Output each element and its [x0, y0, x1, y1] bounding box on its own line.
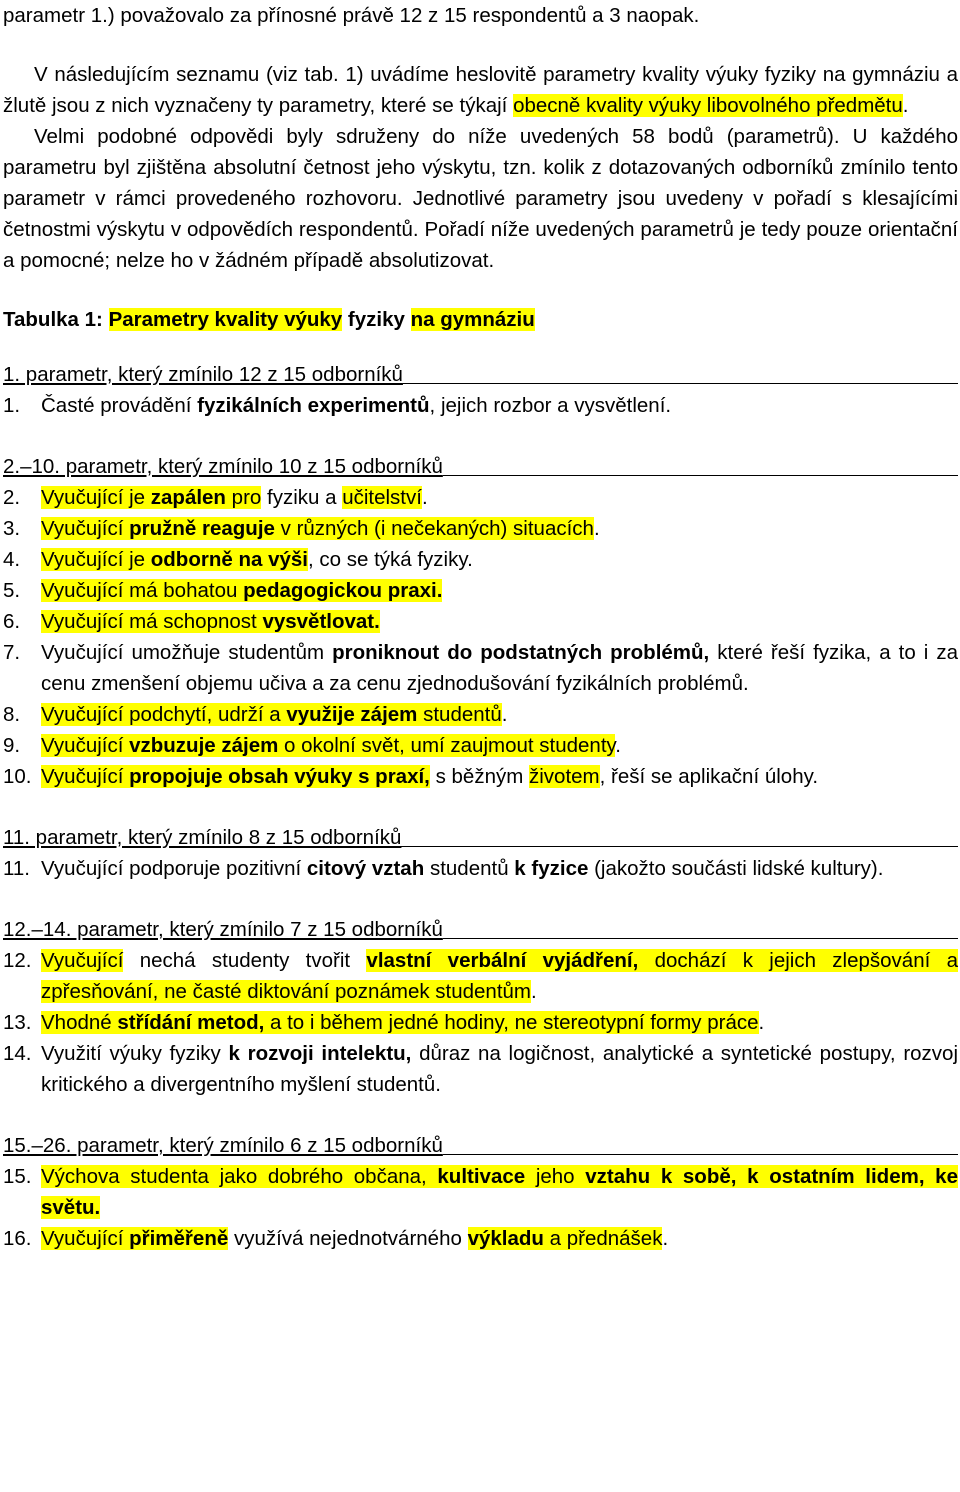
item-number: 3.: [3, 517, 21, 540]
highlighted-text: Vyučující: [41, 734, 130, 757]
highlighted-text: propojuje obsah výuky s praxí,: [129, 765, 430, 788]
item-text: [41, 761, 958, 792]
item-text: [41, 606, 958, 637]
item-number: 12.: [3, 949, 32, 972]
text-run: studentů: [424, 857, 515, 880]
item-text: [41, 1161, 958, 1223]
highlighted-text: zapálen: [150, 486, 226, 509]
item-text: [41, 945, 958, 1007]
highlighted-text: a přednášek: [543, 1227, 663, 1250]
list-item: [3, 513, 958, 544]
text-run: V následujícím seznamu (viz tab. 1) uvádíme heslovitě parametry kvality výuky fyziky na gymnáziu a žlutě jsou z nich vyznačeny ty parametry, které se týkají: [3, 63, 958, 117]
item-text: [41, 390, 958, 421]
text-run: proniknout do podstatných problémů,: [332, 641, 710, 664]
text-run: k fyzice: [514, 857, 589, 880]
item-number: 16.: [3, 1227, 32, 1250]
list-item: [3, 730, 958, 761]
highlighted-text: kultivace: [437, 1165, 526, 1188]
highlighted-text: pro: [225, 486, 262, 509]
group-header: [3, 359, 958, 390]
text-run: (jakožto součásti lidské kultury).: [588, 857, 884, 880]
list-item: [3, 1007, 958, 1038]
item-text: [41, 730, 958, 761]
caption-label: Tabulka 1:: [3, 308, 109, 331]
text-run: .: [593, 517, 600, 540]
header-underline-rule: [401, 846, 958, 847]
highlighted-text: Vyučující je: [41, 486, 151, 509]
list-item: [3, 544, 958, 575]
parameter-list: [3, 359, 958, 1254]
highlighted-text: přiměřeně: [129, 1227, 229, 1250]
list-item: [3, 945, 958, 1007]
text-run: Vyučující umožňuje studentům: [41, 641, 333, 664]
text-run: Využití výuky fyziky: [41, 1042, 229, 1065]
caption-highlight: na gymnáziu: [410, 308, 535, 331]
text-run: Časté provádění: [41, 394, 198, 417]
list-item: [3, 761, 958, 792]
item-text: [41, 575, 958, 606]
group-header-text: 1. parametr, který zmínilo 12 z 15 odborníků: [3, 363, 403, 386]
text-run: nechá studenty tvořit: [123, 949, 367, 972]
item-number: 4.: [3, 548, 21, 571]
text-run: .: [421, 486, 428, 509]
list-item: [3, 853, 958, 884]
group-header-text: 2.–10. parametr, který zmínilo 10 z 15 odborníků: [3, 455, 443, 478]
text-run: , jejich rozbor a vysvětlení.: [429, 394, 672, 417]
highlighted-text: o okolní svět, umí zaujmout studenty: [278, 734, 616, 757]
highlighted-text: Vyučující: [41, 517, 130, 540]
parameter-group: [3, 822, 958, 884]
highlighted-text: a to i během jedné hodiny, ne stereotypní formy práce: [264, 1011, 759, 1034]
group-header: [3, 1130, 958, 1161]
item-number: 14.: [3, 1042, 32, 1065]
highlighted-text: dochází k jejich zlepšování a zpřesňování, ne časté diktování poznámek studentům: [41, 949, 959, 1003]
highlighted-text: Vyučující má bohatou: [41, 579, 244, 602]
parameter-group: [3, 451, 958, 792]
highlighted-text: vztahu k sobě, k ostatním lidem, ke světu.: [41, 1165, 958, 1219]
item-text: [41, 637, 958, 699]
text-line: parametr 1.) považovalo za přínosné právě 12 z 15 respondentů a 3 naopak.: [3, 4, 700, 27]
highlighted-text: pedagogickou praxi.: [243, 579, 443, 602]
list-item: [3, 637, 958, 699]
list-item: [3, 482, 958, 513]
item-number: 8.: [3, 703, 21, 726]
text-run: citový vztah: [306, 857, 425, 880]
text-run: které řeší fyzika, a to i za cenu zmenšení objemu učiva a za cenu zjednodušování fyzikálních problémů.: [41, 641, 959, 695]
text-run: .: [531, 980, 537, 1003]
highlighted-text: odborně na výši: [150, 548, 308, 571]
item-text: [41, 1223, 958, 1254]
item-number: 1.: [3, 394, 21, 417]
item-number: 7.: [3, 641, 21, 664]
group-header: [3, 451, 958, 482]
highlighted-text: výkladu: [467, 1227, 544, 1250]
highlighted-text: Vhodné: [41, 1011, 118, 1034]
list-item: [3, 390, 958, 421]
highlighted-text: obecně kvality výuky libovolného předmětu: [513, 94, 903, 117]
text-run: fyzikálních experimentů: [197, 394, 430, 417]
text-run: , řeší se aplikační úlohy.: [599, 765, 819, 788]
list-item: [3, 699, 958, 730]
item-number: 13.: [3, 1011, 32, 1034]
item-number: 9.: [3, 734, 21, 757]
list-item: [3, 1161, 958, 1223]
highlighted-text: jeho: [525, 1165, 586, 1188]
highlighted-text: učitelství: [342, 486, 422, 509]
text-run: fyziku a: [261, 486, 343, 509]
paragraph-intro: [3, 59, 958, 121]
group-header-text: 11. parametr, který zmínilo 8 z 15 odborníků: [3, 826, 402, 849]
item-text: [41, 1038, 958, 1100]
text-run: , co se týká fyziky.: [307, 548, 473, 571]
highlighted-text: vysvětlovat.: [262, 610, 380, 633]
parameter-group: [3, 914, 958, 1100]
text-run: důraz na logičnost, analytické a syntetické postupy, rozvoj kritického a divergentního myšlení studentů.: [41, 1042, 959, 1096]
item-text: [41, 513, 958, 544]
header-underline-rule: [443, 475, 958, 476]
list-item: [3, 1038, 958, 1100]
paragraph-method: Velmi podobné odpovědi byly sdruženy do níže uvedených 58 bodů (parametrů). U každého parametru byl zjištěna absolutní četnost jeho výskytu, tzn. kolik z dotazovaných odborníků zmínilo tento parametr v rámci provedeného rozhovoru. Jednotlivé parametry jsou uvedeny v pořadí s klesajícími četnostmi výskytu v odpovědích respondentů. Pořadí níže uvedených parametrů je tedy pouze orientační a pomocné; nelze ho v žádném případě absolutizovat.: [3, 125, 958, 272]
caption-text: fyziky: [342, 308, 411, 331]
highlighted-text: střídání metod,: [117, 1011, 265, 1034]
group-header-text: 12.–14. parametr, který zmínilo 7 z 15 odborníků: [3, 918, 443, 941]
highlighted-text: Vyučující má schopnost: [41, 610, 263, 633]
highlighted-text: v různých (i nečekaných) situacích: [274, 517, 594, 540]
item-number: 2.: [3, 486, 21, 509]
highlighted-text: Výchova studenta jako dobrého občana,: [41, 1165, 438, 1188]
item-number: 5.: [3, 579, 21, 602]
text-run: s běžným: [429, 765, 529, 788]
text-run: .: [758, 1011, 765, 1034]
group-header-text: 15.–26. parametr, který zmínilo 6 z 15 odborníků: [3, 1134, 443, 1157]
header-underline-rule: [403, 383, 958, 384]
highlighted-text: vlastní verbální vyjádření,: [366, 949, 639, 972]
list-item: [3, 1223, 958, 1254]
parameter-group: [3, 1130, 958, 1254]
item-number: 11.: [3, 857, 30, 880]
item-text: [41, 853, 958, 884]
caption-highlight: Parametry kvality výuky: [108, 308, 343, 331]
highlighted-text: vzbuzuje zájem: [129, 734, 279, 757]
highlighted-text: pružně reaguje: [129, 517, 275, 540]
highlighted-text: životem: [529, 765, 600, 788]
parameter-group: [3, 359, 958, 421]
text-run: .: [662, 1227, 669, 1250]
item-number: 15.: [3, 1165, 32, 1188]
header-underline-rule: [443, 938, 958, 939]
highlighted-text: studentů: [417, 703, 502, 726]
highlighted-text: Vyučující: [41, 949, 124, 972]
item-number: 6.: [3, 610, 21, 633]
list-item: [3, 606, 958, 637]
item-text: [41, 699, 958, 730]
table-caption: [3, 304, 958, 335]
group-header: [3, 822, 958, 853]
text-run: k rozvoji intelektu,: [228, 1042, 412, 1065]
text-run: .: [501, 703, 508, 726]
text-run: Vyučující podporuje pozitivní: [41, 857, 307, 880]
header-underline-rule: [443, 1154, 958, 1155]
group-header: [3, 914, 958, 945]
highlighted-text: Vyučující podchytí, udrží a: [41, 703, 287, 726]
highlighted-text: Vyučující: [41, 1227, 130, 1250]
item-text: [41, 544, 958, 575]
item-text: [41, 482, 958, 513]
text-run: využívá nejednotvárného: [228, 1227, 468, 1250]
highlighted-text: Vyučující: [41, 765, 130, 788]
item-number: 10.: [3, 765, 32, 788]
text-run: .: [902, 94, 909, 117]
highlighted-text: využije zájem: [286, 703, 418, 726]
highlighted-text: Vyučující je: [41, 548, 151, 571]
text-run: .: [615, 734, 621, 757]
list-item: [3, 575, 958, 606]
item-text: [41, 1007, 958, 1038]
